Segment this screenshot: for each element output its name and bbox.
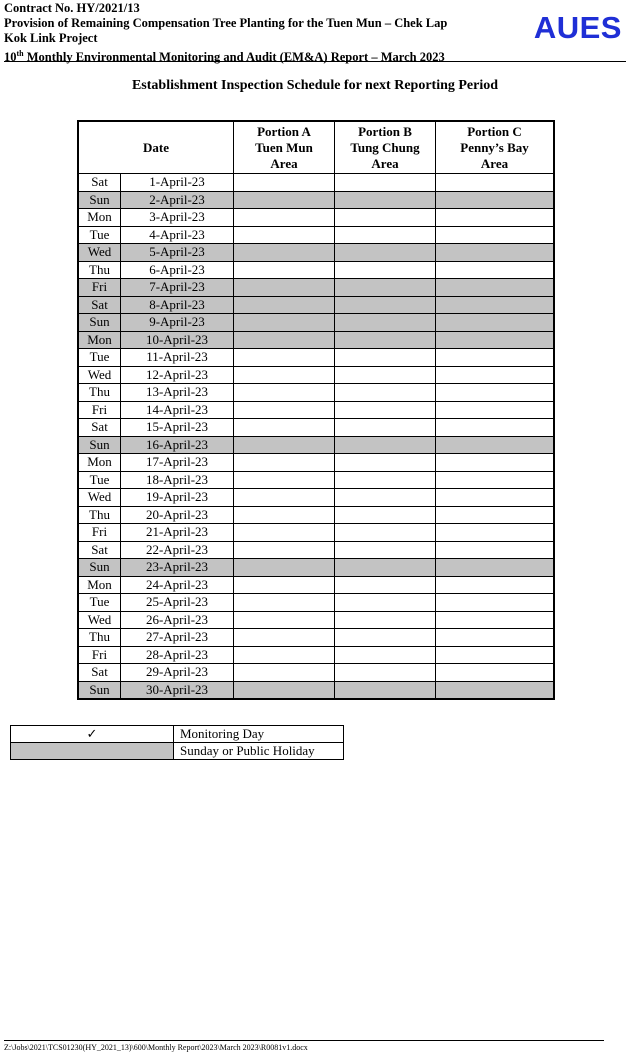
date-cell: 3-April-23 <box>121 209 234 227</box>
portion-c-cell <box>436 279 555 297</box>
portion-b-cell <box>335 541 436 559</box>
portion-a-cell <box>234 611 335 629</box>
portion-b-cell <box>335 471 436 489</box>
legend-holiday-label: Sunday or Public Holiday <box>174 743 344 760</box>
day-cell: Fri <box>78 401 121 419</box>
portion-c-cell <box>436 541 555 559</box>
table-row <box>78 664 554 682</box>
portion-b-cell <box>335 664 436 682</box>
table-row <box>78 506 554 524</box>
report-number-suffix: th <box>16 49 24 58</box>
portion-a-cell <box>234 506 335 524</box>
portion-b-cell <box>335 629 436 647</box>
project-title-line-1: Provision of Remaining Compensation Tree Planting for the Tuen Mun – Chek Lap <box>4 16 448 30</box>
day-cell: Mon <box>78 576 121 594</box>
legend-monitoring-label: Monitoring Day <box>174 726 344 743</box>
table-row <box>78 594 554 612</box>
date-cell: 30-April-23 <box>121 681 234 699</box>
day-cell: Sat <box>78 174 121 192</box>
portion-a-cell <box>234 261 335 279</box>
table-row <box>78 384 554 402</box>
portion-c-cell <box>436 261 555 279</box>
schedule-body <box>78 174 554 700</box>
portion-a-cell <box>234 349 335 367</box>
table-row <box>78 279 554 297</box>
header-text-block <box>4 1 504 65</box>
table-row <box>78 611 554 629</box>
header-portion-a <box>234 121 335 174</box>
table-row <box>78 366 554 384</box>
legend-row-monitoring <box>11 726 344 743</box>
report-title-text: Monthly Environmental Monitoring and Audit (EM&A) Report – March 2023 <box>23 50 445 65</box>
portion-a-cell <box>234 226 335 244</box>
portion-b-cell <box>335 436 436 454</box>
day-cell: Sat <box>78 296 121 314</box>
portion-a-cell <box>234 331 335 349</box>
portion-a-cell <box>234 524 335 542</box>
portion-b-cell <box>335 419 436 437</box>
portion-a-cell <box>234 454 335 472</box>
portion-b-cell <box>335 489 436 507</box>
portion-c-cell <box>436 174 555 192</box>
portion-b-cell <box>335 366 436 384</box>
portion-a-cell <box>234 436 335 454</box>
portion-b-cell <box>335 506 436 524</box>
portion-b-cell <box>335 314 436 332</box>
date-cell: 5-April-23 <box>121 244 234 262</box>
portion-b-cell <box>335 611 436 629</box>
portion-b-cell <box>335 401 436 419</box>
portion-b-cell <box>335 594 436 612</box>
portion-a-cell <box>234 209 335 227</box>
day-cell: Sat <box>78 541 121 559</box>
portion-a-cell <box>234 664 335 682</box>
portion-b-cell <box>335 646 436 664</box>
date-cell: 20-April-23 <box>121 506 234 524</box>
date-cell: 18-April-23 <box>121 471 234 489</box>
table-row <box>78 244 554 262</box>
day-cell: Thu <box>78 384 121 402</box>
table-row <box>78 226 554 244</box>
date-cell: 7-April-23 <box>121 279 234 297</box>
portion-c-cell <box>436 576 555 594</box>
inspection-schedule-table <box>77 120 555 700</box>
date-cell: 11-April-23 <box>121 349 234 367</box>
legend-table <box>10 725 344 760</box>
day-cell: Sun <box>78 314 121 332</box>
table-row <box>78 629 554 647</box>
day-cell: Sun <box>78 681 121 699</box>
report-number: 10 <box>4 50 17 65</box>
table-row <box>78 296 554 314</box>
portion-c-cell <box>436 454 555 472</box>
portion-b-cell <box>335 454 436 472</box>
date-cell: 27-April-23 <box>121 629 234 647</box>
aues-logo: AUES <box>533 10 622 45</box>
day-cell: Fri <box>78 279 121 297</box>
date-cell: 9-April-23 <box>121 314 234 332</box>
date-cell: 2-April-23 <box>121 191 234 209</box>
date-cell: 21-April-23 <box>121 524 234 542</box>
header-portion-b-line-3: Area <box>371 155 399 171</box>
header-portion-c <box>436 121 555 174</box>
legend-shade-swatch <box>11 743 174 760</box>
table-row <box>78 314 554 332</box>
header-portion-a-line-3: Area <box>270 155 298 171</box>
day-cell: Tue <box>78 471 121 489</box>
check-icon: ✓ <box>11 726 174 743</box>
day-cell: Tue <box>78 226 121 244</box>
portion-c-cell <box>436 506 555 524</box>
portion-b-cell <box>335 279 436 297</box>
table-row <box>78 681 554 699</box>
table-header-row <box>78 121 554 174</box>
portion-b-cell <box>335 209 436 227</box>
date-cell: 12-April-23 <box>121 366 234 384</box>
header-portion-b <box>335 121 436 174</box>
portion-a-cell <box>234 191 335 209</box>
day-cell: Wed <box>78 611 121 629</box>
table-row <box>78 541 554 559</box>
date-cell: 19-April-23 <box>121 489 234 507</box>
portion-c-cell <box>436 681 555 699</box>
date-cell: 13-April-23 <box>121 384 234 402</box>
header-portion-b-line-1: Portion B <box>358 123 412 139</box>
portion-b-cell <box>335 524 436 542</box>
portion-b-cell <box>335 384 436 402</box>
date-cell: 22-April-23 <box>121 541 234 559</box>
date-cell: 1-April-23 <box>121 174 234 192</box>
portion-a-cell <box>234 384 335 402</box>
portion-c-cell <box>436 226 555 244</box>
day-cell: Mon <box>78 454 121 472</box>
portion-c-cell <box>436 611 555 629</box>
project-title-line-2: Kok Link Project <box>4 31 98 45</box>
header-portion-a-line-2: Tuen Mun <box>255 139 313 155</box>
portion-a-cell <box>234 401 335 419</box>
table-row <box>78 191 554 209</box>
portion-c-cell <box>436 664 555 682</box>
portion-b-cell <box>335 296 436 314</box>
table-row <box>78 576 554 594</box>
day-cell: Thu <box>78 261 121 279</box>
day-cell: Thu <box>78 506 121 524</box>
date-cell: 6-April-23 <box>121 261 234 279</box>
portion-c-cell <box>436 366 555 384</box>
table-row <box>78 646 554 664</box>
portion-b-cell <box>335 244 436 262</box>
legend-row-holiday <box>11 743 344 760</box>
portion-c-cell <box>436 559 555 577</box>
day-cell: Sat <box>78 419 121 437</box>
portion-c-cell <box>436 524 555 542</box>
date-cell: 25-April-23 <box>121 594 234 612</box>
day-cell: Sun <box>78 559 121 577</box>
portion-c-cell <box>436 349 555 367</box>
table-row <box>78 454 554 472</box>
day-cell: Sun <box>78 191 121 209</box>
portion-b-cell <box>335 191 436 209</box>
date-cell: 16-April-23 <box>121 436 234 454</box>
portion-a-cell <box>234 366 335 384</box>
contract-number: Contract No. HY/2021/13 <box>4 1 140 15</box>
page-title: Establishment Inspection Schedule for next Reporting Period <box>131 78 499 93</box>
header-date: Date <box>78 121 234 174</box>
portion-a-cell <box>234 174 335 192</box>
portion-a-cell <box>234 314 335 332</box>
date-cell: 17-April-23 <box>121 454 234 472</box>
date-cell: 4-April-23 <box>121 226 234 244</box>
portion-a-cell <box>234 594 335 612</box>
page-header <box>4 0 626 65</box>
table-row <box>78 524 554 542</box>
portion-c-cell <box>436 419 555 437</box>
table-row <box>78 471 554 489</box>
portion-b-cell <box>335 576 436 594</box>
table-row <box>78 331 554 349</box>
portion-c-cell <box>436 191 555 209</box>
portion-c-cell <box>436 384 555 402</box>
portion-c-cell <box>436 209 555 227</box>
header-divider <box>4 61 626 62</box>
portion-c-cell <box>436 629 555 647</box>
table-row <box>78 349 554 367</box>
date-cell: 15-April-23 <box>121 419 234 437</box>
portion-a-cell <box>234 489 335 507</box>
portion-a-cell <box>234 681 335 699</box>
portion-c-cell <box>436 401 555 419</box>
date-cell: 8-April-23 <box>121 296 234 314</box>
table-row <box>78 261 554 279</box>
portion-a-cell <box>234 279 335 297</box>
day-cell: Tue <box>78 349 121 367</box>
footer-file-path: Z:\Jobs\2021\TCS01230(HY_2021_13)\600\Monthly Report\2023\March 2023\R0081v1.docx <box>4 1043 308 1052</box>
portion-c-cell <box>436 244 555 262</box>
day-cell: Sat <box>78 664 121 682</box>
report-title <box>4 46 504 65</box>
day-cell: Fri <box>78 646 121 664</box>
portion-a-cell <box>234 541 335 559</box>
date-cell: 10-April-23 <box>121 331 234 349</box>
table-row <box>78 489 554 507</box>
table-row <box>78 436 554 454</box>
day-cell: Thu <box>78 629 121 647</box>
table-row <box>78 419 554 437</box>
portion-b-cell <box>335 226 436 244</box>
header-portion-a-line-1: Portion A <box>257 123 311 139</box>
portion-a-cell <box>234 471 335 489</box>
day-cell: Sun <box>78 436 121 454</box>
header-portion-b-line-2: Tung Chung <box>350 139 420 155</box>
portion-c-cell <box>436 594 555 612</box>
date-cell: 24-April-23 <box>121 576 234 594</box>
table-row <box>78 209 554 227</box>
portion-b-cell <box>335 331 436 349</box>
table-row <box>78 401 554 419</box>
day-cell: Mon <box>78 209 121 227</box>
portion-b-cell <box>335 349 436 367</box>
date-cell: 23-April-23 <box>121 559 234 577</box>
portion-b-cell <box>335 559 436 577</box>
portion-a-cell <box>234 244 335 262</box>
date-cell: 29-April-23 <box>121 664 234 682</box>
header-portion-c-line-3: Area <box>480 155 509 171</box>
portion-a-cell <box>234 646 335 664</box>
portion-c-cell <box>436 314 555 332</box>
day-cell: Fri <box>78 524 121 542</box>
portion-c-cell <box>436 331 555 349</box>
portion-b-cell <box>335 261 436 279</box>
date-cell: 14-April-23 <box>121 401 234 419</box>
day-cell: Wed <box>78 244 121 262</box>
header-portion-c-line-2: Penny’s Bay <box>460 139 529 155</box>
portion-c-cell <box>436 436 555 454</box>
header-portion-c-line-1: Portion C <box>467 123 522 139</box>
portion-a-cell <box>234 419 335 437</box>
table-row <box>78 174 554 192</box>
portion-a-cell <box>234 296 335 314</box>
day-cell: Wed <box>78 366 121 384</box>
portion-b-cell <box>335 681 436 699</box>
portion-a-cell <box>234 576 335 594</box>
day-cell: Mon <box>78 331 121 349</box>
date-cell: 26-April-23 <box>121 611 234 629</box>
day-cell: Tue <box>78 594 121 612</box>
portion-b-cell <box>335 174 436 192</box>
portion-a-cell <box>234 559 335 577</box>
portion-c-cell <box>436 489 555 507</box>
portion-c-cell <box>436 296 555 314</box>
day-cell: Wed <box>78 489 121 507</box>
portion-a-cell <box>234 629 335 647</box>
portion-c-cell <box>436 646 555 664</box>
footer-divider <box>4 1040 604 1041</box>
table-row <box>78 559 554 577</box>
date-cell: 28-April-23 <box>121 646 234 664</box>
portion-c-cell <box>436 471 555 489</box>
